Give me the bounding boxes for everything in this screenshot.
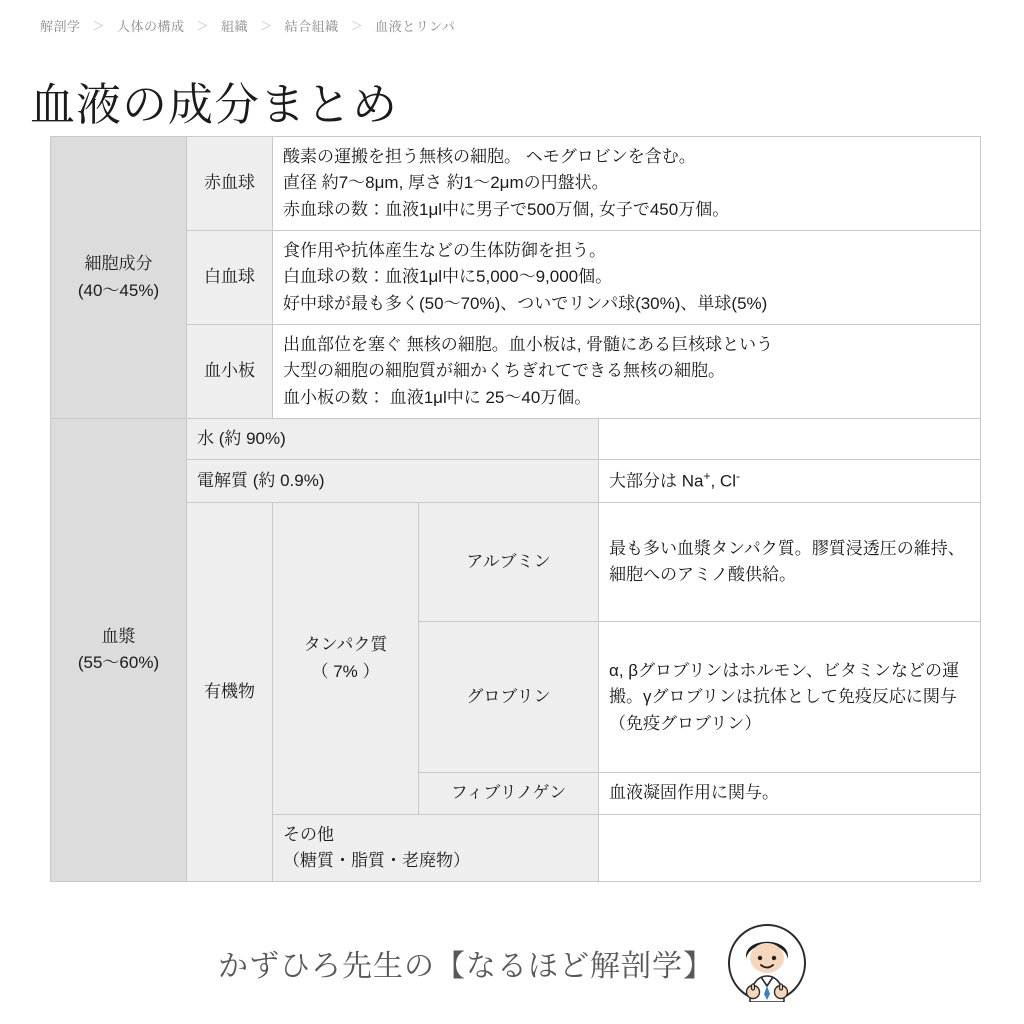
cell-subcategory-water: 水 (約 90%) xyxy=(187,419,599,460)
cell-subcategory-protein xyxy=(273,503,419,814)
cell-description-albumin: 最も多い血漿タンパク質。膠質浸透圧の維持、細胞へのアミノ酸供給。 xyxy=(599,503,981,622)
plasma-label-line2: (55〜60%) xyxy=(77,653,160,673)
cell-components-label-line1: 細胞成分 xyxy=(84,254,153,274)
platelet-desc-line1: 出血部位を塞ぐ 無核の細胞。血小板は, 骨髄にある巨核球という xyxy=(283,335,774,355)
breadcrumb-item-2[interactable]: 組織 xyxy=(221,19,249,34)
table-row xyxy=(51,503,981,622)
breadcrumb xyxy=(40,16,455,35)
cell-subcategory-organic: 有機物 xyxy=(187,503,273,882)
electrolyte-desc-pre: 大部分は Na xyxy=(609,472,704,492)
table-row xyxy=(51,325,981,419)
electrolyte-desc-mid: , Cl xyxy=(710,472,736,492)
cell-subcategory-other xyxy=(273,814,599,882)
platelet-desc-line3: 血小板の数： 血液1μl中に 25〜40万個。 xyxy=(283,387,592,407)
cell-description-other xyxy=(599,814,981,882)
cell-subcategory-fibrinogen: フィブリノゲン xyxy=(419,773,599,814)
rbc-desc-line2: 直径 約7〜8μm, 厚さ 約1〜2μmの円盤状。 xyxy=(283,173,609,193)
cell-subcategory-rbc: 赤血球 xyxy=(187,137,273,231)
cell-subcategory-wbc: 白血球 xyxy=(187,231,273,325)
breadcrumb-item-0[interactable]: 解剖学 xyxy=(40,19,81,34)
footer-brand-text: かずひろ先生の【なるほど解剖学】 xyxy=(218,950,714,983)
mascot-avatar-icon xyxy=(728,924,806,1002)
cell-description-electrolyte xyxy=(599,460,981,503)
wbc-desc-line2: 白血球の数：血液1μl中に5,000〜9,000個。 xyxy=(283,267,613,287)
other-label-line2: （糖質・脂質・老廃物） xyxy=(283,851,470,871)
platelet-desc-line2: 大型の細胞の細胞質が細かくちぎれてできる無核の細胞。 xyxy=(283,361,725,381)
breadcrumb-separator-icon: ＞ xyxy=(350,19,364,33)
cell-category-plasma xyxy=(51,419,187,882)
cell-description-rbc xyxy=(273,137,981,231)
other-label-line1: その他 xyxy=(283,824,334,844)
plasma-label-line1: 血漿 xyxy=(101,626,136,646)
cell-description-fibrinogen: 血液凝固作用に関与。 xyxy=(599,773,981,814)
breadcrumb-item-1[interactable]: 人体の構成 xyxy=(117,19,185,34)
breadcrumb-separator-icon: ＞ xyxy=(92,19,106,33)
table-row xyxy=(51,419,981,460)
page-title: 血液の成分まとめ xyxy=(30,79,399,131)
blood-composition-table xyxy=(50,136,981,882)
electrolyte-desc-sup-minus: - xyxy=(735,469,740,484)
breadcrumb-item-3[interactable]: 結合組織 xyxy=(284,19,339,34)
footer xyxy=(0,924,1024,1002)
wbc-desc-line1: 食作用や抗体産生などの生体防御を担う。 xyxy=(283,241,606,261)
blood-composition-table-wrapper xyxy=(50,136,980,882)
table-row xyxy=(51,231,981,325)
cell-components-label-line2: (40〜45%) xyxy=(77,280,160,300)
protein-label-line1: タンパク質 xyxy=(303,635,388,655)
cell-subcategory-platelet: 血小板 xyxy=(187,325,273,419)
table-row xyxy=(51,137,981,231)
electrolyte-desc-sup-plus: + xyxy=(703,469,711,484)
cell-description-water xyxy=(599,419,981,460)
wbc-desc-line3: 好中球が最も多く(50〜70%)、ついでリンパ球(30%)、単球(5%) xyxy=(283,293,768,313)
cell-description-wbc xyxy=(273,231,981,325)
breadcrumb-item-4[interactable]: 血液とリンパ xyxy=(375,19,456,34)
breadcrumb-separator-icon: ＞ xyxy=(196,19,210,33)
cell-subcategory-albumin: アルブミン xyxy=(419,503,599,622)
cell-description-globulin: α, βグロブリンはホルモン、ビタミンなどの運搬。γグロブリンは抗体として免疫反応に関与（免疫グロブリン） xyxy=(599,622,981,773)
protein-label-line2: （ 7% ） xyxy=(311,661,380,681)
table-row xyxy=(51,460,981,503)
cell-subcategory-electrolyte: 電解質 (約 0.9%) xyxy=(187,460,599,503)
rbc-desc-line3: 赤血球の数：血液1μl中に男子で500万個, 女子で450万個。 xyxy=(283,199,730,219)
cell-subcategory-globulin: グロブリン xyxy=(419,622,599,773)
rbc-desc-line1: 酸素の運搬を担う無核の細胞。 ヘモグロビンを含む。 xyxy=(283,147,696,166)
breadcrumb-separator-icon: ＞ xyxy=(260,19,273,33)
cell-category-cell-components xyxy=(51,137,187,419)
cell-description-platelet xyxy=(273,325,981,419)
